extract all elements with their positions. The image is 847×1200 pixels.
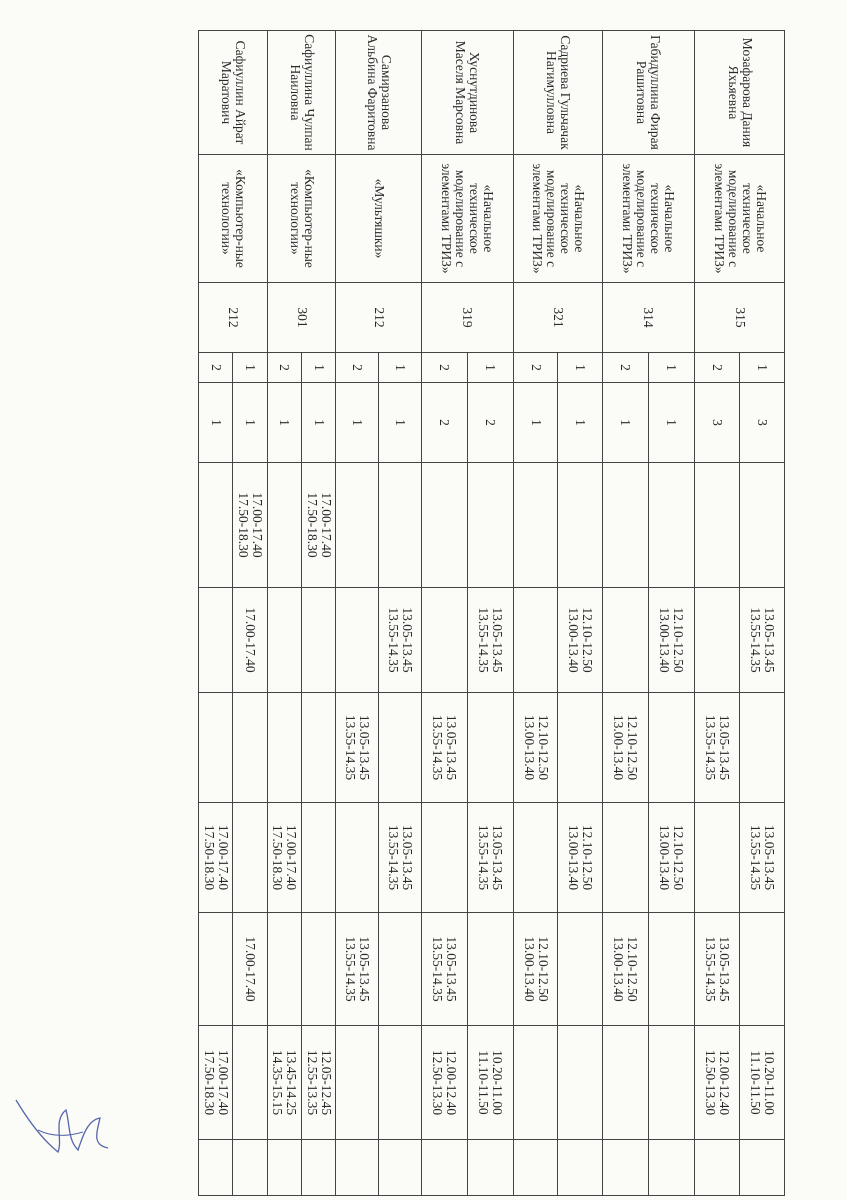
study-year: 1 <box>740 353 785 383</box>
time-slot <box>267 463 301 588</box>
empty-cell <box>336 1140 379 1196</box>
time-slot: 13.45-14.25 14.35-15.15 <box>267 1026 301 1140</box>
time-slot: 12.10-12.50 13.00-13.40 <box>558 588 602 693</box>
group-count: 1 <box>558 383 602 463</box>
time-slot <box>199 913 233 1026</box>
time-slot <box>233 1026 267 1140</box>
time-slot: 12.10-12.50 13.00-13.40 <box>648 803 694 913</box>
time-slot <box>199 463 233 588</box>
time-slot <box>602 1026 648 1140</box>
group-count: 1 <box>602 383 648 463</box>
room-number: 319 <box>421 283 513 353</box>
time-slot: 13.05-13.45 13.55-14.35 <box>740 803 785 913</box>
time-slot <box>467 913 513 1026</box>
time-slot: 17.00-17.40 <box>233 913 267 1026</box>
empty-cell <box>467 1140 513 1196</box>
time-slot: 17.00-17.40 17.50-18.30 <box>199 803 233 913</box>
time-slot <box>302 588 336 693</box>
group-count: 1 <box>379 383 422 463</box>
time-slot <box>379 913 422 1026</box>
group-count: 2 <box>467 383 513 463</box>
program-name: «Начальное техническое моделирование с элементами ТРИЗ» <box>421 155 513 283</box>
time-slot <box>558 693 602 803</box>
time-slot: 12.10-12.50 13.00-13.40 <box>558 803 602 913</box>
program-name: «Компьютер-ные технологии» <box>267 155 336 283</box>
study-year: 2 <box>421 353 467 383</box>
time-slot <box>695 588 740 693</box>
time-slot <box>233 693 267 803</box>
table-row <box>379 31 422 1196</box>
time-slot: 17.00-17.40 17.50-18.30 <box>267 803 301 913</box>
table-row <box>648 31 694 1196</box>
table-row <box>233 31 267 1196</box>
time-slot <box>267 913 301 1026</box>
room-number: 315 <box>695 283 785 353</box>
empty-cell <box>602 1140 648 1196</box>
group-count: 3 <box>695 383 740 463</box>
empty-cell <box>379 1140 422 1196</box>
room-number: 301 <box>267 283 336 353</box>
time-slot: 17.00-17.40 <box>233 588 267 693</box>
teacher-name: Габидуллина Фирая Рашитовна <box>602 31 694 155</box>
time-slot: 13.05-13.45 13.55-14.35 <box>379 803 422 913</box>
time-slot <box>199 693 233 803</box>
study-year: 2 <box>513 353 557 383</box>
empty-cell <box>421 1140 467 1196</box>
time-slot <box>648 1026 694 1140</box>
group-count: 1 <box>267 383 301 463</box>
time-slot: 12.10-12.50 13.00-13.40 <box>513 693 557 803</box>
signature-mark <box>8 1080 118 1170</box>
time-slot: 13.05-13.45 13.55-14.35 <box>740 588 785 693</box>
time-slot: 13.05-13.45 13.55-14.35 <box>336 693 379 803</box>
empty-cell <box>199 1140 233 1196</box>
time-slot <box>513 803 557 913</box>
time-slot: 10.20-11.00 11.10-11.50 <box>740 1026 785 1140</box>
time-slot <box>267 693 301 803</box>
study-year: 2 <box>602 353 648 383</box>
empty-cell <box>740 1140 785 1196</box>
time-slot: 13.05-13.45 13.55-14.35 <box>467 588 513 693</box>
study-year: 2 <box>336 353 379 383</box>
study-year: 1 <box>379 353 422 383</box>
empty-cell <box>695 1140 740 1196</box>
group-count: 1 <box>233 383 267 463</box>
program-name: «Начальное техническое моделирование с элементами ТРИЗ» <box>513 155 602 283</box>
study-year: 2 <box>267 353 301 383</box>
time-slot <box>648 913 694 1026</box>
room-number: 212 <box>336 283 421 353</box>
study-year: 1 <box>302 353 336 383</box>
room-number: 212 <box>199 283 268 353</box>
time-slot <box>302 693 336 803</box>
time-slot <box>513 1026 557 1140</box>
time-slot: 17.00-17.40 17.50-18.30 <box>199 1026 233 1140</box>
time-slot <box>267 588 301 693</box>
time-slot <box>695 463 740 588</box>
teacher-name: Самирзанова Альбина Фаритовна <box>336 31 421 155</box>
empty-cell <box>267 1140 301 1196</box>
time-slot: 12.10-12.50 13.00-13.40 <box>648 588 694 693</box>
time-slot <box>602 588 648 693</box>
teacher-name: Сафиуллин Айрат Маратович <box>199 31 268 155</box>
time-slot <box>467 693 513 803</box>
time-slot <box>302 803 336 913</box>
time-slot <box>336 463 379 588</box>
time-slot: 12.05-12.45 12.55-13.35 <box>302 1026 336 1140</box>
time-slot <box>421 463 467 588</box>
empty-cell <box>302 1140 336 1196</box>
time-slot: 13.05-13.45 13.55-14.35 <box>336 913 379 1026</box>
time-slot: 10.20-11.00 11.10-11.50 <box>467 1026 513 1140</box>
group-count: 3 <box>740 383 785 463</box>
time-slot: 17.00-17.40 17.50-18.30 <box>233 463 267 588</box>
table-row <box>740 31 785 1196</box>
empty-cell <box>513 1140 557 1196</box>
study-year: 1 <box>233 353 267 383</box>
group-count: 1 <box>302 383 336 463</box>
time-slot <box>233 803 267 913</box>
program-name: «Начальное техническое моделирование с элементами ТРИЗ» <box>602 155 694 283</box>
teacher-name: Мозафарова Дания Яхьяевна <box>695 31 785 155</box>
group-count: 2 <box>421 383 467 463</box>
room-number: 321 <box>513 283 602 353</box>
group-count: 1 <box>336 383 379 463</box>
room-number: 314 <box>602 283 694 353</box>
time-slot <box>379 1026 422 1140</box>
table-row <box>302 31 336 1196</box>
empty-cell <box>233 1140 267 1196</box>
time-slot: 12.10-12.50 13.00-13.40 <box>602 913 648 1026</box>
time-slot <box>467 463 513 588</box>
time-slot <box>558 1026 602 1140</box>
time-slot <box>602 803 648 913</box>
schedule-table <box>198 30 785 1196</box>
time-slot: 13.05-13.45 13.55-14.35 <box>421 913 467 1026</box>
time-slot: 12.10-12.50 13.00-13.40 <box>513 913 557 1026</box>
time-slot <box>513 588 557 693</box>
time-slot <box>558 913 602 1026</box>
time-slot: 17.00-17.40 17.50-18.30 <box>302 463 336 588</box>
time-slot <box>740 463 785 588</box>
table-row <box>467 31 513 1196</box>
time-slot: 13.05-13.45 13.55-14.35 <box>695 913 740 1026</box>
group-count: 1 <box>199 383 233 463</box>
time-slot <box>740 693 785 803</box>
schedule-sheet <box>198 30 785 1195</box>
group-count: 1 <box>513 383 557 463</box>
program-name: «Компьютер-ные технологии» <box>199 155 268 283</box>
time-slot <box>199 588 233 693</box>
study-year: 1 <box>648 353 694 383</box>
time-slot: 13.05-13.45 13.55-14.35 <box>379 588 422 693</box>
time-slot: 13.05-13.45 13.55-14.35 <box>421 693 467 803</box>
time-slot <box>558 463 602 588</box>
empty-cell <box>648 1140 694 1196</box>
time-slot <box>648 693 694 803</box>
time-slot <box>336 803 379 913</box>
time-slot <box>421 588 467 693</box>
time-slot <box>602 463 648 588</box>
time-slot <box>379 693 422 803</box>
time-slot: 12.00-12.40 12.50-13.30 <box>695 1026 740 1140</box>
time-slot <box>740 913 785 1026</box>
study-year: 1 <box>467 353 513 383</box>
empty-cell <box>558 1140 602 1196</box>
time-slot <box>648 463 694 588</box>
study-year: 2 <box>199 353 233 383</box>
group-count: 1 <box>648 383 694 463</box>
time-slot <box>695 803 740 913</box>
time-slot <box>336 588 379 693</box>
teacher-name: Садриева Гульчачак Нагимулловна <box>513 31 602 155</box>
time-slot: 13.05-13.45 13.55-14.35 <box>467 803 513 913</box>
time-slot: 12.00-12.40 12.50-13.30 <box>421 1026 467 1140</box>
time-slot <box>379 463 422 588</box>
time-slot: 13.05-13.45 13.55-14.35 <box>695 693 740 803</box>
program-name: «Начальное техническое моделирование с элементами ТРИЗ» <box>695 155 785 283</box>
teacher-name: Сафиуллина Чулпан Наиловна <box>267 31 336 155</box>
time-slot <box>336 1026 379 1140</box>
time-slot: 12.10-12.50 13.00-13.40 <box>602 693 648 803</box>
study-year: 1 <box>558 353 602 383</box>
time-slot <box>302 913 336 1026</box>
time-slot <box>513 463 557 588</box>
teacher-name: Хуснутдинова Маселя Марсовна <box>421 31 513 155</box>
time-slot <box>421 803 467 913</box>
study-year: 2 <box>695 353 740 383</box>
table-row <box>558 31 602 1196</box>
program-name: «Мультяшки» <box>336 155 421 283</box>
schedule-body <box>199 31 785 1196</box>
